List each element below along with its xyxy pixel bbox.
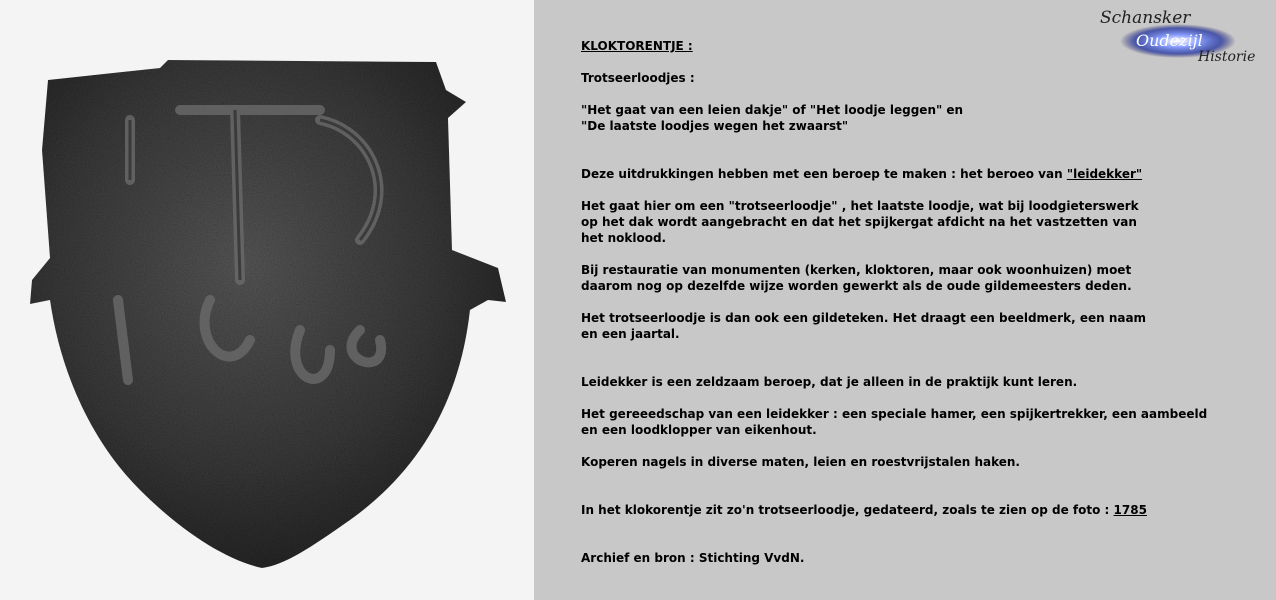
lead-plate-image: [0, 0, 534, 600]
article-content: [581, 38, 1261, 566]
source-text: Archief en bron : Stichting VvdN.: [581, 551, 805, 565]
logo-line2: Oudezijl: [1136, 31, 1203, 50]
tools-line-1: Het gereeedschap van een leidekker : een speciale hamer, een spijkertrekker, een aambeeld: [581, 407, 1208, 421]
restoration-line-1: Bij restauratie van monumenten (kerken, kloktoren, maar ook woonhuizen) moet: [581, 263, 1132, 277]
restoration-line-2: daarom nog op dezelfde wijze worden gewerkt als de oude gildemeesters deden.: [581, 279, 1132, 293]
guild-mark-line-2: en een jaartal.: [581, 327, 680, 341]
rare-profession-text: Leidekker is een zeldzaam beroep, dat je alleen in de praktijk kunt leren.: [581, 375, 1078, 389]
guild-mark-line-1: Het trotseerloodje is dan ook een gildeteken. Het draagt een beeldmerk, een naam: [581, 311, 1147, 325]
tools-line-2: en een loodklopper van eikenhout.: [581, 423, 817, 437]
explanation-line-3: het noklood.: [581, 231, 667, 245]
saying-line-1: "Het gaat van een leien dakje" of "Het loodje leggen" en: [581, 103, 964, 117]
materials-text: Koperen nagels in diverse maten, leien en roestvrijstalen haken.: [581, 455, 1020, 469]
leidekker-link[interactable]: "leidekker": [1066, 167, 1143, 181]
profession-intro-text: Deze uitdrukkingen hebben met een beroep te maken : het beroeo van: [581, 167, 1067, 181]
explanation-line-1: Het gaat hier om een "trotseerloodje" , het laatste loodje, wat bij loodgieterswerk: [581, 199, 1139, 213]
explanation-line-2: op het dak wordt aangebracht en dat het spijkergat afdicht na het vastzetten van: [581, 215, 1137, 229]
profession-paragraph: [581, 166, 1261, 182]
article-heading: KLOKTORENTJE :: [581, 39, 693, 53]
clock-tower-intro-text: In het klokorentje zit zo'n trotseerloodje, gedateerd, zoals te zien op de foto :: [581, 503, 1114, 517]
article-panel: [534, 0, 1276, 600]
clock-tower-paragraph: [581, 502, 1261, 518]
year-1785-link[interactable]: 1785: [1113, 503, 1147, 517]
lead-plate-photo: [0, 0, 534, 600]
article-subheading: Trotseerloodjes :: [581, 71, 695, 85]
logo-line3: Historie: [1198, 49, 1256, 65]
logo-line1: Schansker: [1100, 8, 1191, 28]
saying-line-2: "De laatste loodjes wegen het zwaarst": [581, 119, 849, 133]
